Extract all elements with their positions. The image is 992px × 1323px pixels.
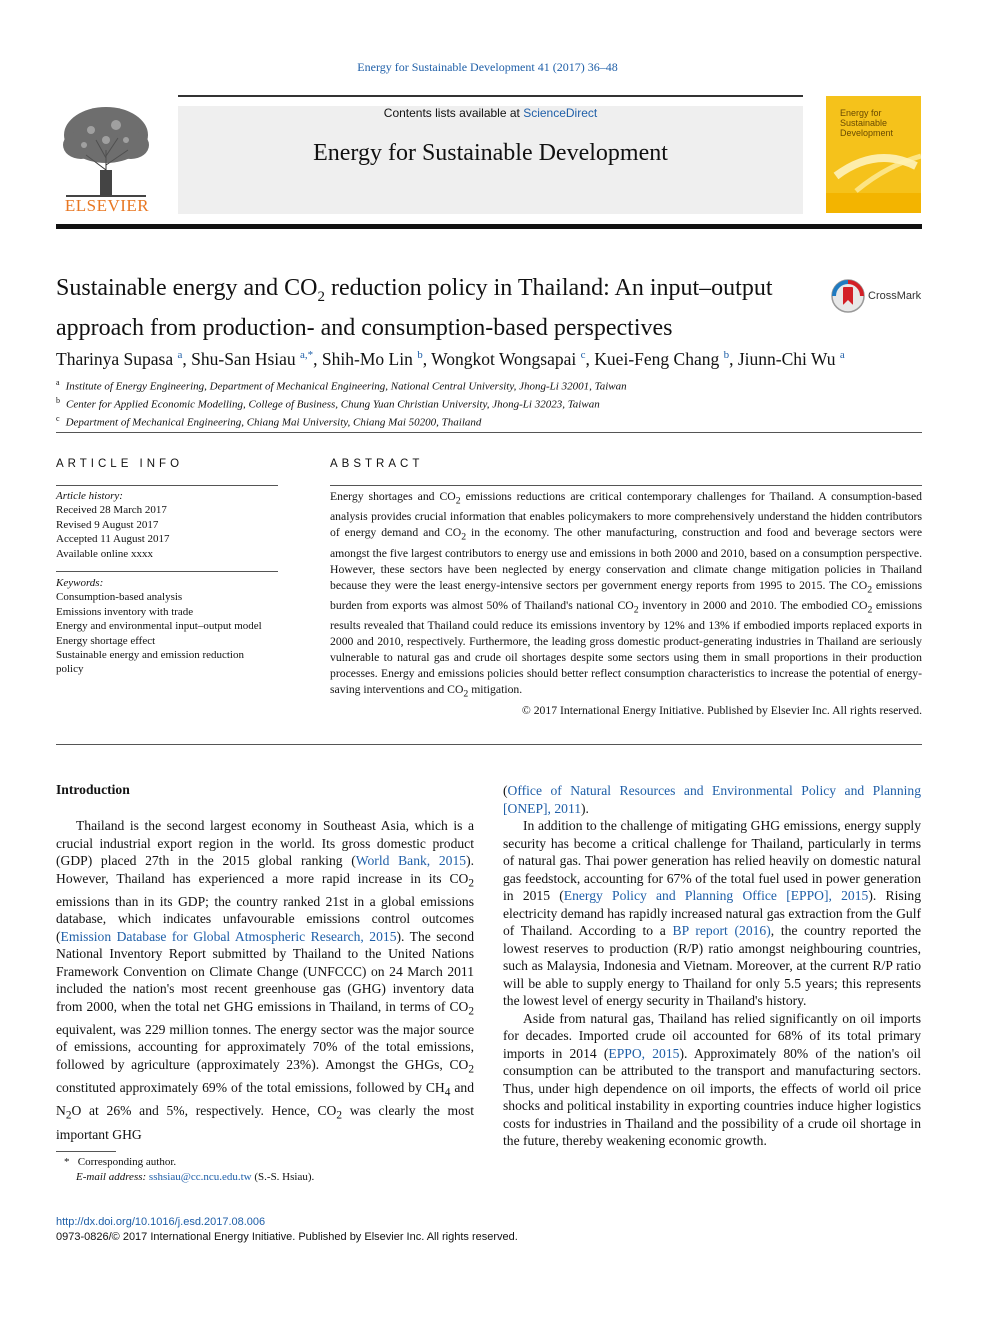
abstract-heading: ABSTRACT xyxy=(330,458,424,470)
crossmark-icon xyxy=(830,278,866,314)
header-top-rule xyxy=(178,95,803,97)
affiliations xyxy=(56,376,936,430)
header-rule xyxy=(56,224,922,229)
elsevier-logo[interactable] xyxy=(56,100,156,215)
keyword: policy xyxy=(56,663,84,676)
doi-link[interactable]: http://dx.doi.org/10.1016/j.esd.2017.08.006 xyxy=(56,1216,266,1228)
history-item: Accepted 11 August 2017 xyxy=(56,533,170,546)
title-subscript: 2 xyxy=(317,288,326,305)
citation-link[interactable]: EPPO, 2015 xyxy=(608,1045,680,1061)
keyword: Consumption-based analysis xyxy=(56,591,183,604)
divider xyxy=(330,485,922,486)
section-heading: Introduction xyxy=(56,782,130,797)
paragraph: Thailand is the second largest economy in Southeast Asia, which is a crucial industrial export region in the world. Its gross domestic product (GDP) placed 27th in the 2015 global ranking (World Bank, 2015). However, Thailand has experienced a more rapid increase in its $CO_2$ emissions than in its GDP; the country ranked 21st in a global emissions database, which indicates unfavourable emissions control outcomes (Emission Database for Global Atmospheric Research, 2015). The second National Inventory Report submitted by Thailand to the United Nations Framework Convention on Climate Change (UNFCCC) on 24 March 2011 included the nation's most recent greenhouse gas (GHG) inventory data from 2000, when the total net GHG emissions in Thailand, in terms of $CO_2$ equivalent, was 229 million tonnes. The energy sector was the major source of emissions, accounting for approximately 70% of the total emissions, followed by agriculture (approximately 23%). Amongst the GHGs, $CO_2$ constituted approximately 69% of the total emissions, followed by $CH_4$ and $N_2O$ at 26% and 5%, respectively. Hence, $CO_2$ was clearly the most important GHG xyxy=(56,818,475,1142)
corresponding-note: * Corresponding author. xyxy=(64,1156,177,1168)
citation-link[interactable]: BP report (2016) xyxy=(672,923,771,938)
citation-link[interactable]: Emission Database for Global Atmospheric Research, 2015 xyxy=(60,928,397,944)
paragraph: Aside from natural gas, Thailand has relied significantly on oil imports for decades. Imported crude oil accounted for 68% of its total primary imports in 2014 (EPPO, 2015). Approximately 80% of the nation's oil consumption can be attributed to the transport and manufacturing sectors. Thus, under high dependence on oil imports, the effects of world oil price shocks and political instability in exporting countries induce higher logistics costs for industries in Thailand and the possibility of a crude oil shortage in the future, thereby weakening economic growth. xyxy=(503,1010,922,1148)
cover-title-line: Energy for xyxy=(840,108,882,118)
affiliation: $^b$ Center for Applied Economic Modelling, College of Business, Chung Yuan Christian University, Jhong-Li 32023, Taiwan xyxy=(56,396,600,411)
keywords xyxy=(56,576,286,677)
journal-citation[interactable]: Energy for Sustainable Development 41 (2017) 36–48 xyxy=(357,60,618,74)
journal-name[interactable]: Energy for Sustainable Development xyxy=(313,140,668,166)
divider xyxy=(56,744,922,745)
paragraph: In addition to the challenge of mitigating GHG emissions, energy supply security has become a critical challenge for Thailand, particularly in terms of natural gas. Thai power generation has relied heavily on domestic natural gas feedstock, accounting for 67% of the total fuel used in power generation in 2015 (Energy Policy and Planning Office [EPPO], 2015). Rising electricity demand has rapidly increased natural gas extraction from the Gulf of Thailand. According to a BP report (2016), the country reported the lowest reserves to production (R/P) ratio amongst neighbouring countries, such as Malaysia, Indonesia and Vietnam. Moreover, at the current R/P ratio will be able to supply energy to Thailand for only 5.5 years; this represents the lowest level of energy security in Thailand's history. xyxy=(503,818,922,1008)
cover-band xyxy=(826,193,921,213)
divider xyxy=(56,571,278,572)
sciencedirect-link[interactable]: ScienceDirect xyxy=(523,106,598,120)
title-part: reduction policy in Thailand: An input–output xyxy=(325,275,773,301)
author[interactable]: Wongkot Wongsapai $^c$ xyxy=(431,348,586,369)
keywords-label: Keywords: xyxy=(56,577,104,589)
doi-block xyxy=(56,1215,756,1245)
author-list: Tharinya Supasa $^a$, Shu-San Hsiau $^{a,*}$, Shih-Mo Lin $^b$, Wongkot Wongsapai $^c$, Kuei-Feng Chang $^b$, Jiunn-Chi Wu $^a$ xyxy=(56,348,845,369)
keyword: Sustainable energy and emission reduction xyxy=(56,649,244,662)
affiliation: $^a$ Institute of Energy Engineering, Department of Mechanical Engineering, National Central University, Jhong-Li 32001, Taiwan xyxy=(56,378,627,393)
affiliation: $^c$ Department of Mechanical Engineering, Chiang Mai University, Chiang Mai 50200, Thailand xyxy=(56,414,482,429)
issn-line: 0973-0826/© 2017 International Energy Initiative. Published by Elsevier Inc. All rights reserved. xyxy=(56,1231,518,1243)
elsevier-wordmark: ELSEVIER xyxy=(64,196,150,215)
history-item: Revised 9 August 2017 xyxy=(56,518,159,531)
footnote-rule xyxy=(56,1151,116,1152)
keyword: Energy and environmental input–output model xyxy=(56,620,262,633)
footnote xyxy=(64,1155,484,1185)
contents-line xyxy=(178,106,803,120)
history-label: Article history: xyxy=(56,490,123,502)
crossmark-label: CrossMark xyxy=(868,290,922,302)
title-part: Sustainable energy and CO xyxy=(56,275,318,301)
citation-link[interactable]: Office of Natural Resources and Environmental Policy and Planning [ONEP], 2011 xyxy=(503,783,921,816)
divider xyxy=(56,432,922,433)
email-link[interactable]: sshsiau@cc.ncu.edu.tw xyxy=(148,1171,252,1183)
cover-title-line: Development xyxy=(840,128,894,138)
title-line-2: approach from production- and consumption-based perspectives xyxy=(56,314,673,341)
email-note: E-mail address: sshsiau@cc.ncu.edu.tw (S.-S. Hsiau). xyxy=(76,1171,315,1183)
abstract-text: Energy shortages and $CO_2$ emissions reductions are critical contemporary challenges for Thailand. A consumption-based analysis provides crucial information that enables policymakers to more comprehensively understand the hidden contributors of energy demand and $CO_2$ in the economy. The other manufacturing, construction and food and beverage sectors were amongst the five largest contributors to energy use and emissions in both 2000 and 2010, based on a consumption perspective. However, these sectors have been neglected by energy conservation and climate change mitigation policies in Thailand because they were the least energy-intensive sectors per government energy reports from 1995 to 2015. The $CO_2$ emissions burden from exports was almost 50% of Thailand's national $CO_2$ inventory in 2000 and 2010. The embodied $CO_2$ emissions results revealed that Thailand could reduce its emissions inventory by 12% and 13% if embodied imports replaced exports in 2000 and 2010, respectively. Furthermore, the leading gross domestic product-generating industries in Thailand are seriously vulnerable to natural gas and crude oil shortages despite some sectors using them in small proportions in their production processes. Energy and emissions policies should better reflect consumption characteristics to increase the potential of energy-saving interventions and $CO_2$ mitigation. © 2017 International Energy Initiative. Published by Elsevier Inc. All rights reserved. xyxy=(330,490,923,717)
divider xyxy=(56,485,278,486)
author[interactable]: Kuei-Feng Chang $^b$ xyxy=(594,348,730,369)
body-column-left xyxy=(56,817,474,1143)
author[interactable]: Shu-San Hsiau $^{a,*}$ xyxy=(191,348,314,369)
paragraph: (Office of Natural Resources and Environmental Policy and Planning [ONEP], 2011). xyxy=(503,783,921,816)
article-info-heading: ARTICLE INFO xyxy=(56,458,184,470)
journal-cover[interactable] xyxy=(826,96,921,213)
citation-link[interactable]: Energy Policy and Planning Office [EPPO], 2015 xyxy=(563,888,869,903)
history-item: Available online xxxx xyxy=(56,547,153,560)
keyword: Emissions inventory with trade xyxy=(56,605,194,618)
body-column-right xyxy=(503,782,921,1150)
cover-title-line: Sustainable xyxy=(840,118,888,128)
article-title xyxy=(56,273,816,344)
history-item: Received 28 March 2017 xyxy=(56,504,167,517)
crossmark-badge[interactable] xyxy=(830,278,930,314)
keyword: Energy shortage effect xyxy=(56,634,156,647)
abstract-copyright: © 2017 International Energy Initiative. Published by Elsevier Inc. All rights reserved. xyxy=(521,703,922,717)
author[interactable]: Shih-Mo Lin $^b$ xyxy=(321,348,423,369)
citation-link[interactable]: World Bank, 2015 xyxy=(355,853,467,868)
author[interactable]: Tharinya Supasa $^a$ xyxy=(56,348,183,369)
article-history xyxy=(56,489,286,561)
author[interactable]: Jiunn-Chi Wu $^a$ xyxy=(737,348,845,369)
contents-prefix: Contents lists available at xyxy=(383,106,524,120)
